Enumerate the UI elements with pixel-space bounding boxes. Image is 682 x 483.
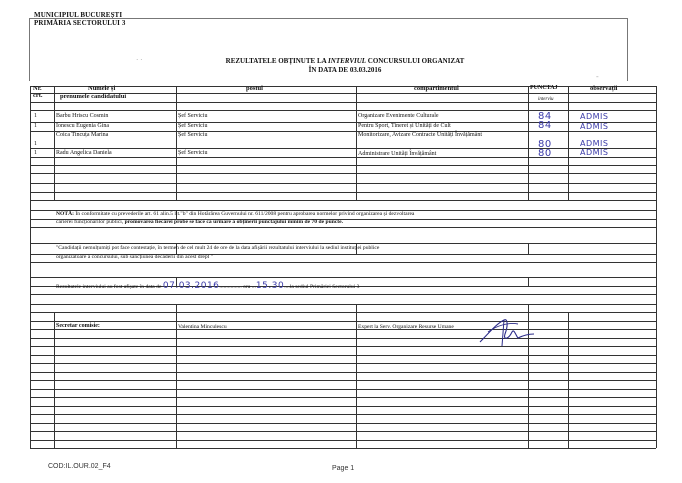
contest-line-2: organizatoare a concursului, sub sancțiunea decăderii din acest drept " (56, 254, 213, 260)
posted-text-a: Rezultatele interviului au fost afișate în data de (56, 284, 163, 290)
row-3-name: Coica Tincuța Marina (56, 132, 109, 138)
posted-text-c: ....la sediul Primăriei Sectorului 3 (284, 284, 360, 290)
row-1-nr: 1 (34, 113, 37, 119)
row-4-name: Radu Angelica Daniela (56, 150, 112, 156)
institution-line-1: MUNICIPIUL BUCUREȘTI (34, 11, 123, 19)
secretary-role: Secretar comisie: (56, 323, 100, 329)
posted-time: 15.30 (255, 281, 285, 291)
header-crt: crt. (33, 92, 43, 99)
nota-label: NOTĂ: (56, 211, 75, 217)
row-4-score: 80 (538, 148, 552, 159)
row-3-department: Monitorizare, Avizare Contracte Unități Învățământ (358, 132, 483, 138)
row-1-score: 84 (538, 111, 552, 122)
row-2-score: 84 (538, 120, 552, 131)
title-italic: INTERVIUL (328, 57, 367, 65)
handwritten-signature (478, 312, 538, 350)
secretary-position: Expert la Serv. Organizare Resurse Umane (358, 324, 454, 330)
row-3-score: 80 (538, 139, 552, 150)
header-score: PUNCTAJ (530, 85, 558, 91)
nota-line-2 (56, 219, 343, 226)
nota-text-1: În conformitate cu prevederile art. 61 alin.5 lit."b" din Hotărârea Guvernului nr. 611/2008 pentru aprobarea normelor privind organizarea și dezvoltarea (75, 211, 415, 217)
nota-line-1 (56, 211, 414, 218)
institution-line-2: PRIMĂRIA SECTORULUI 3 (34, 19, 126, 27)
posted-text-b: ................ ora ... (219, 284, 256, 290)
title-date: ÎN DATA DE 03.03.2016 (308, 65, 382, 74)
row-2-post: Șef Serviciu (178, 123, 208, 129)
row-2-name: Ionescu Eugenia Gina (56, 123, 109, 129)
row-2-nr: 1 (34, 123, 37, 129)
header-name-1: Numele și (88, 85, 116, 92)
header-department: compartimentul (414, 85, 459, 92)
header-interview: interviu (538, 97, 554, 102)
row-3-post: Șef Serviciu (178, 132, 208, 138)
document-code: COD:IL.OUR.02_F4 (48, 463, 111, 470)
row-2-observation: ADMIS (580, 122, 609, 131)
scan-mark: - (596, 72, 599, 81)
row-1-post: Șef Serviciu (178, 113, 208, 119)
scan-smudge: · · (136, 56, 143, 64)
row-3-nr: 1 (34, 141, 37, 147)
header-observations: observații (590, 85, 618, 92)
row-4-department: Administrare Unități Învățământ (358, 151, 437, 157)
posted-date: 07.03.2016 (162, 281, 220, 291)
title-prefix: REZULTATELE OBȚINUTE LA (225, 57, 329, 65)
page-number: Page 1 (332, 465, 355, 472)
contest-line-1: "Candidații nemulțumiți pot face contestație, în termen de cel mult 24 de ore de la data afișării rezultatului interviului la sediul instituției publice (56, 245, 380, 251)
row-3-observation: ADMIS (580, 139, 609, 148)
row-2-department: Pentru Sport, Tineret și Unități de Cult (358, 123, 451, 129)
row-4-post: Șef Serviciu (178, 150, 208, 156)
posted-line (56, 283, 359, 291)
row-1-observation: ADMIS (580, 112, 609, 121)
document-title (150, 57, 540, 74)
row-1-department: Organizare Evenimente Culturale (358, 113, 439, 119)
title-suffix: CONCURSULUI ORGANIZAT (366, 57, 465, 65)
row-4-observation: ADMIS (580, 148, 609, 157)
secretary-name: Valentina Minculescu (178, 324, 227, 330)
nota-text-2b: promovarea fiecărei probe se face ca urmare a obținerii punctajului minim de 70 de puncte. (124, 219, 344, 225)
row-1-name: Barbu Hriscu Cosmin (56, 113, 109, 119)
header-post: postul (246, 85, 263, 92)
nota-text-2a: carierei funcționarilor publici, (56, 219, 125, 225)
row-4-nr: 1 (34, 150, 37, 156)
header-nr: Nr. (33, 85, 42, 92)
header-name-2: prenumele candidatului (60, 93, 127, 100)
